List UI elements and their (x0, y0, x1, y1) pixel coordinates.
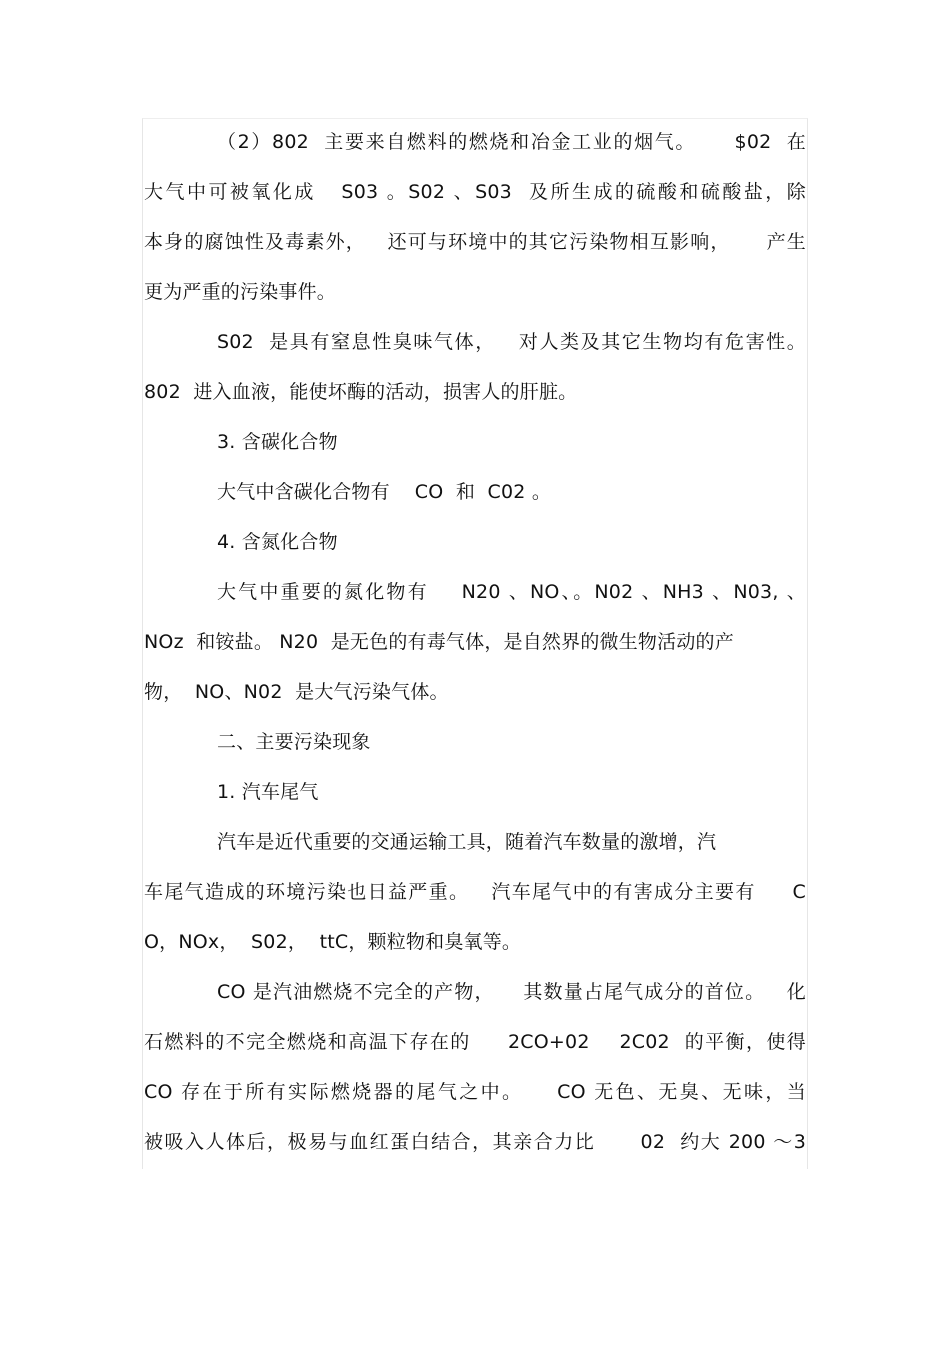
text-line: CO 是汽油燃烧不完全的产物， 其数量占尾气成分的首位。 化 (217, 981, 806, 1003)
text-line: 被吸入人体后，极易与血红蛋白结合，其亲合力比 02 约大 200 ～3 (144, 1131, 806, 1153)
text-line: 更为严重的污染事件。 (144, 281, 337, 303)
text-line: 大气中可被氧化成 S03 。S02 、S03 及所生成的硫酸和硫酸盐，除 (144, 181, 806, 203)
section-heading: 4. 含氮化合物 (217, 531, 338, 553)
text-line: NOz 和铵盐。 N20 是无色的有毒气体，是自然界的微生物活动的产 (144, 631, 734, 653)
text-line: 802 进入血液，能使坏酶的活动，损害人的肝脏。 (144, 381, 578, 403)
text-line: 大气中含碳化合物有 CO 和 C02 。 (217, 481, 552, 503)
text-line: 车尾气造成的环境污染也日益严重。 汽车尾气中的有害成分主要有 C (144, 881, 806, 903)
section-heading: 二、主要污染现象 (217, 731, 371, 753)
section-heading: 1. 汽车尾气 (217, 781, 319, 803)
text-line: 汽车是近代重要的交通运输工具，随着汽车数量的激增，汽 (217, 831, 717, 853)
text-line: 物， NO、N02 是大气污染气体。 (144, 681, 449, 703)
text-line: 本身的腐蚀性及毒素外， 还可与环境中的其它污染物相互影响， 产生 (144, 231, 806, 253)
text-line: S02 是具有窒息性臭味气体， 对人类及其它生物均有危害性。 (217, 331, 806, 353)
text-line: （2）802 主要来自燃料的燃烧和冶金工业的烟气。 $02 在 (217, 131, 806, 153)
text-line: 石燃料的不完全燃烧和高温下存在的 2CO+02 2C02 的平衡，使得 (144, 1031, 806, 1053)
text-line: 大气中重要的氮化物有 N20 、NO、。N02 、NH3 、N03, 、 (217, 581, 806, 603)
text-line: O，NOx， S02， ttC，颗粒物和臭氧等。 (144, 931, 522, 953)
section-heading: 3. 含碳化合物 (217, 431, 338, 453)
text-line: CO 存在于所有实际燃烧器的尾气之中。 CO 无色、无臭、无味，当 (144, 1081, 806, 1103)
